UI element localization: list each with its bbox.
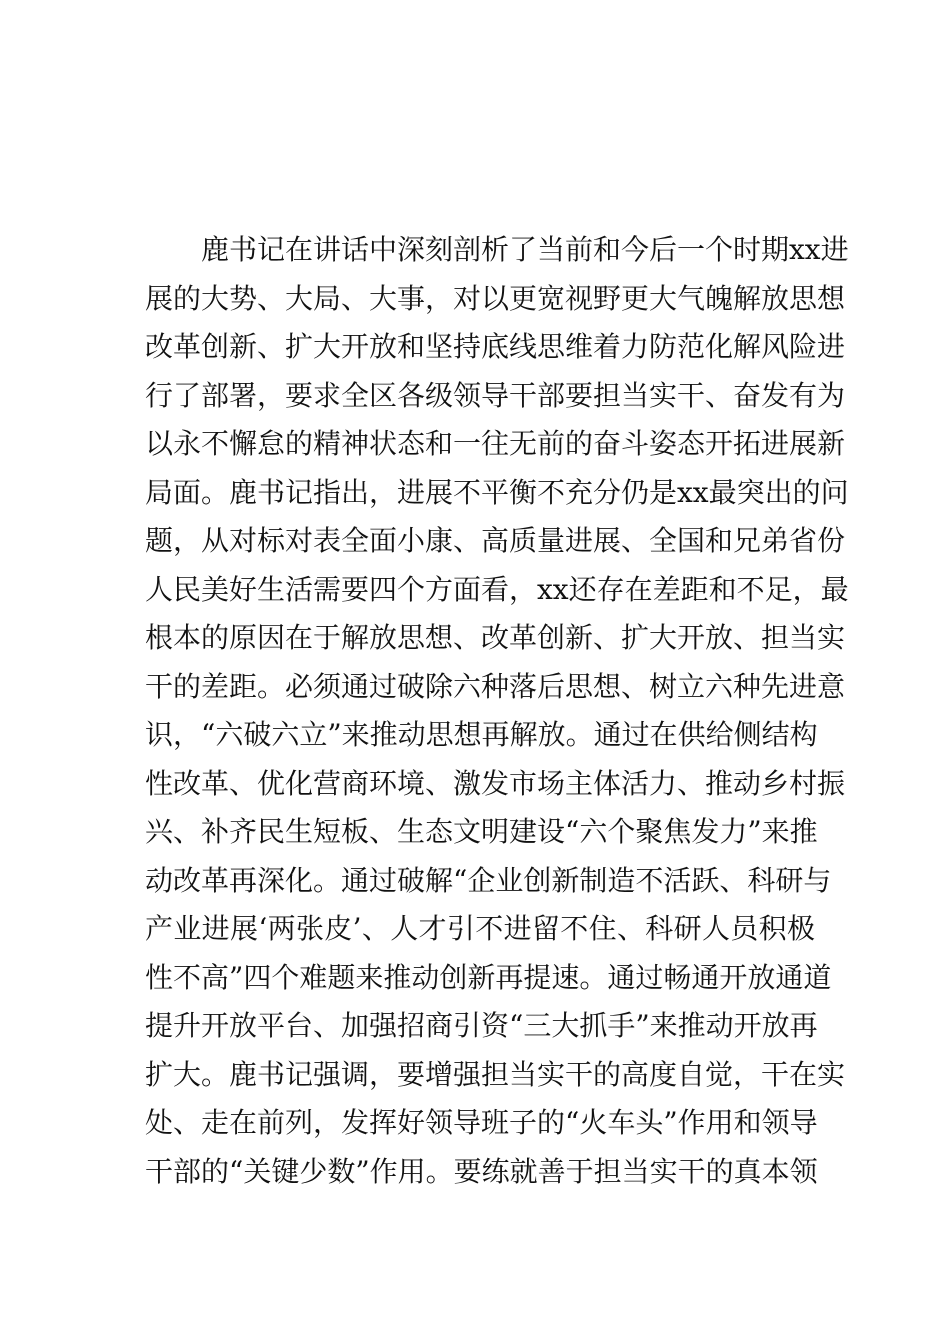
paragraph-line: 以永不懈怠的精神状态和一往无前的奋斗姿态开拓进展新 <box>145 427 846 460</box>
paragraph-line: 行了部署，要求全区各级领导干部要担当实干、奋发有为 <box>145 378 846 412</box>
paragraph-line: 识，“六破六立”来推动思想再解放。通过在供给侧结构 <box>145 718 818 751</box>
paragraph-line: 产业进展‘两张皮’、人才引不进留不住、科研人员积极 <box>145 912 815 945</box>
paragraph-line: 展的大势、大局、大事，对以更宽视野更大气魄解放思想 <box>145 281 846 315</box>
body-paragraph <box>145 226 849 1196</box>
paragraph-line: 人民美好生活需要四个方面看，xx还存在差距和不足，最 <box>145 572 849 606</box>
paragraph-line: 改革创新、扩大开放和坚持底线思维着力防范化解风险进 <box>145 330 846 363</box>
paragraph-line: 根本的原因在于解放思想、改革创新、扩大开放、担当实 <box>145 621 846 654</box>
paragraph-line: 提升开放平台、加强招商引资“三大抓手”来推动开放再 <box>145 1009 818 1042</box>
paragraph-line: 鹿书记在讲话中深刻剖析了当前和今后一个时期xx进 <box>201 233 849 266</box>
paragraph-line: 干部的“关键少数”作用。要练就善于担当实干的真本领 <box>145 1154 818 1188</box>
paragraph-line: 干的差距。必须通过破除六种落后思想、树立六种先进意 <box>145 669 846 703</box>
paragraph-line: 题，从对标对表全面小康、高质量进展、全国和兄弟省份 <box>145 524 846 557</box>
paragraph-line: 扩大。鹿书记强调，要增强担当实干的高度自觉，干在实 <box>145 1057 846 1091</box>
paragraph-line: 动改革再深化。通过破解“企业创新制造不活跃、科研与 <box>145 863 832 897</box>
paragraph-line: 性改革、优化营商环境、激发市场主体活力、推动乡村振 <box>145 766 846 800</box>
paragraph-line: 处、走在前列，发挥好领导班子的“火车头”作用和领导 <box>145 1106 818 1139</box>
paragraph-line: 兴、补齐民生短板、生态文明建设“六个聚焦发力”来推 <box>145 815 818 848</box>
paragraph-line: 局面。鹿书记指出，进展不平衡不充分仍是xx最突出的问 <box>145 475 849 509</box>
paragraph-line: 性不高”四个难题来推动创新再提速。通过畅通开放通道 <box>145 960 832 994</box>
